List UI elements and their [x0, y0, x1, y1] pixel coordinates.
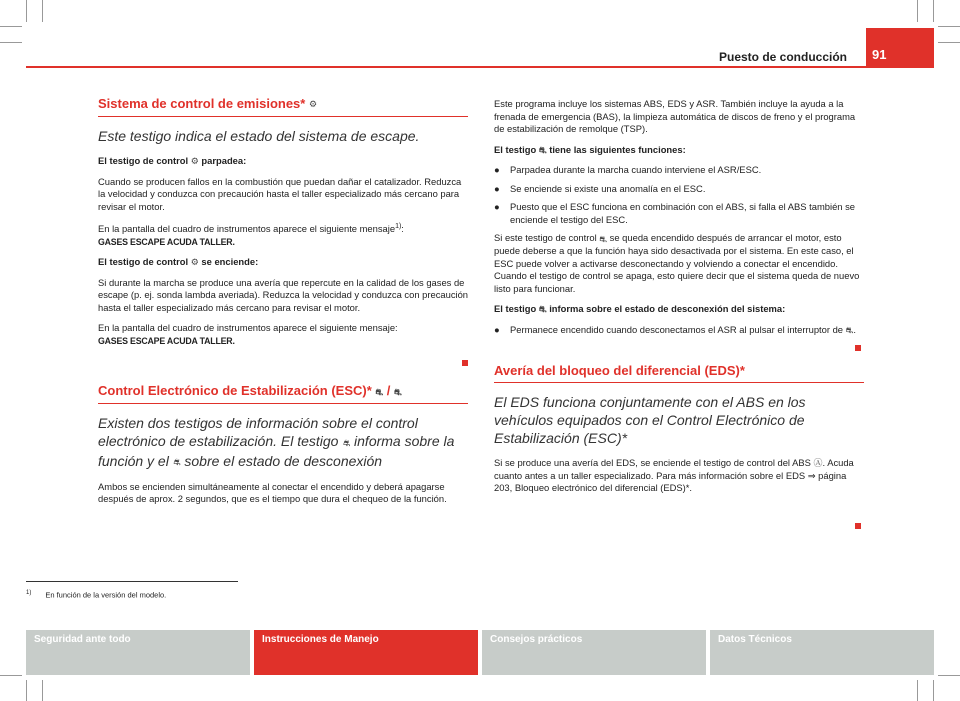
- crop-mark: [938, 42, 960, 43]
- section-end-mark: [855, 523, 861, 529]
- dashboard-message: GASES ESCAPE ACUDA TALLER.: [98, 335, 235, 346]
- tab-technical-data[interactable]: Datos Técnicos: [710, 630, 934, 675]
- esc-off-icon: ⛐: [172, 456, 181, 467]
- paragraph: Si este testigo de control ⛐ se queda encendido después de arrancar el motor, esto puede deberse a que la función haya sido desactivada por el sistema. En este caso, el ESC puede volver a activarse desconectando y volviendo a conectar el encendido. Cuando el testigo de control se apaga, esto quiere decir que el sistema queda de nuevo listo para funcionar.: [494, 232, 860, 294]
- left-column: [98, 98, 468, 514]
- section-title-emissions: Sistema de control de emisiones* ⚙: [98, 98, 468, 117]
- crop-mark: [917, 0, 918, 22]
- paragraph: Si durante la marcha se produce una avería que repercute en la calidad de los gases de escape (p. ej. sonda lambda averiada). Reduzca la velocidad y conduzca con precaución hasta el taller especializado más cercano para revisar el motor.: [98, 276, 469, 313]
- crop-mark: [0, 26, 22, 27]
- footnote: $^{1)}$ En función de la versión del modelo.: [26, 590, 167, 600]
- list-item: ● Parpadea durante la marcha cuando interviene el ASR/ESC.: [494, 164, 762, 176]
- esc-skid-icon: ⛐: [599, 233, 608, 244]
- crop-mark: [0, 675, 22, 676]
- crop-mark: [42, 680, 43, 701]
- paragraph: En la pantalla del cuadro de instrumentos aparece el siguiente mensaje$^{1)}$:: [98, 223, 404, 235]
- esc-off-icon: ⛐: [845, 325, 854, 336]
- abs-icon: Ⓐ: [813, 458, 823, 469]
- crop-mark: [917, 680, 918, 701]
- crop-mark: [933, 680, 934, 701]
- engine-icon: ⚙: [190, 257, 199, 268]
- section-tabs: [26, 630, 934, 675]
- section-end-mark: [855, 345, 861, 351]
- list-item: ● Permanece encendido cuando desconectamos el ASR al pulsar el interruptor de ⛐.: [494, 323, 857, 336]
- header-rule: [26, 66, 934, 68]
- paragraph: Este programa incluye los sistemas ABS, EDS y ASR. También incluye la ayuda a la frenada de emergencia (BAS), la limpieza automática de discos de freno y el programa de estabilización de remolque (TSP).: [494, 98, 856, 134]
- crop-mark: [0, 42, 22, 43]
- list-item: ● Se enciende si existe una anomalía en el ESC.: [494, 182, 706, 194]
- subheading: El testigo ⛐ informa sobre el estado de desconexión del sistema:: [494, 303, 786, 315]
- paragraph: Si se produce una avería del EDS, se enciende el testigo de control del ABS Ⓐ. Acuda cuanto antes a un taller especializado. Para más información sobre el EDS ⇒ página 203, Bloqueo electrónico del diferencial (EDS)*.: [494, 457, 854, 494]
- crop-mark: [26, 680, 27, 701]
- subheading: El testigo de control ⚙ parpadea:: [98, 154, 247, 167]
- section-title-eds: Avería del bloqueo del diferencial (EDS)*: [494, 365, 864, 384]
- esc-skid-icon: ⛐: [538, 144, 547, 155]
- paragraph: En la pantalla del cuadro de instrumentos aparece el siguiente mensaje:: [98, 322, 398, 334]
- section-lead: Existen dos testigos de información sobre el control electrónico de estabilización. El testigo ⛐ informa sobre la función y el ⛐ sobre el estado de desconexión: [98, 414, 468, 471]
- crop-mark: [938, 675, 960, 676]
- crop-mark: [933, 0, 934, 22]
- esc-skid-icon: ⛐: [342, 437, 351, 448]
- engine-icon: ⚙: [190, 156, 199, 167]
- section-lead: El EDS funciona conjuntamente con el ABS en los vehículos equipados con el Control Electrónico de Estabilización (ESC)*: [494, 394, 806, 447]
- dashboard-message: GASES ESCAPE ACUDA TALLER.: [98, 236, 235, 247]
- page-number: 91: [866, 28, 934, 66]
- crop-mark: [938, 26, 960, 27]
- tab-safety[interactable]: Seguridad ante todo: [26, 630, 250, 675]
- crop-mark: [26, 0, 27, 22]
- paragraph: Ambos se encienden simultáneamente al conectar el encendido y deberá apagarse después de aprox. 2 segundos, que es el tiempo que dura el chequeo de la función.: [98, 480, 447, 505]
- engine-icon: ⚙: [308, 99, 318, 110]
- tab-operating-instructions[interactable]: Instrucciones de Manejo: [254, 630, 478, 675]
- subheading: El testigo ⛐ tiene las siguientes funciones:: [494, 143, 686, 155]
- section-title-esc: Control Electrónico de Estabilización (ESC)* ⛐ / ⛐: [98, 385, 468, 404]
- paragraph: Cuando se producen fallos en la combustión que puedan dañar el catalizador. Reduzca la velocidad y conduzca con precaución hasta el taller especializado más cercano para revisar el motor.: [98, 175, 462, 212]
- page-title: Puesto de conducción: [718, 50, 847, 64]
- crop-mark: [42, 0, 43, 22]
- esc-off-icon: ⛐: [538, 304, 547, 315]
- esc-off-icon: ⛐: [394, 386, 402, 397]
- section-lead: Este testigo indica el estado del sistema de escape.: [98, 127, 420, 144]
- right-column: [494, 98, 864, 503]
- section-end-mark: [462, 360, 468, 366]
- tab-practical-tips[interactable]: Consejos prácticos: [482, 630, 706, 675]
- footnote-rule: [26, 581, 238, 582]
- list-item: ● Puesto que el ESC funciona en combinación con el ABS, si falla el ABS también se enciende el testigo del ESC.: [494, 201, 855, 225]
- subheading: El testigo de control ⚙ se enciende:: [98, 256, 259, 268]
- esc-skid-icon: ⛐: [375, 386, 384, 397]
